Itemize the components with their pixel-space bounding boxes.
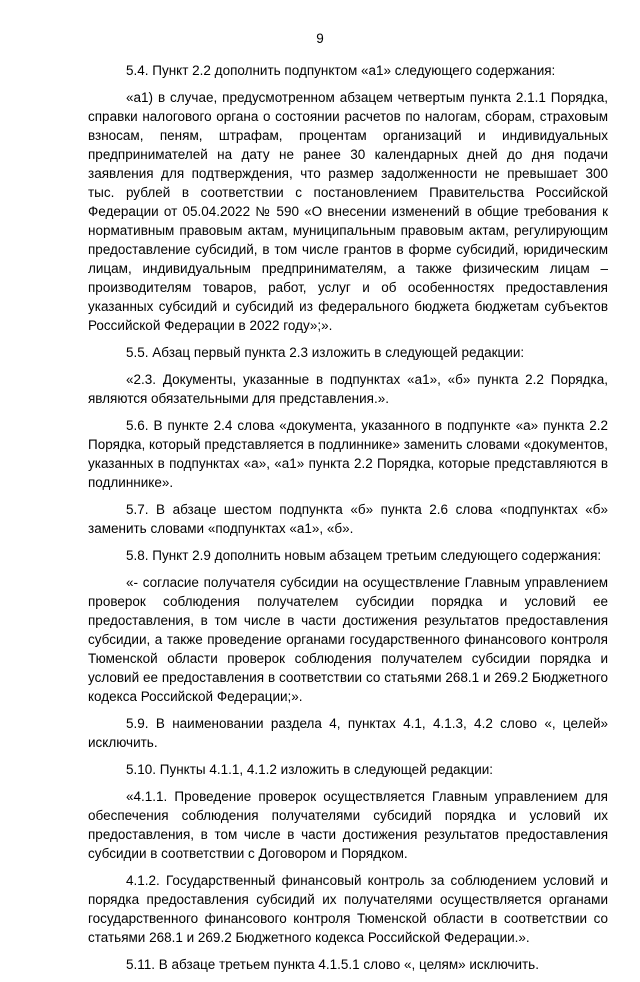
paragraph-2-3-text: «2.3. Документы, указанные в подпунктах «а1», «б» пункта 2.2 Порядка, являются обязательными для представления.». xyxy=(88,372,608,406)
paragraph-5-9: 5.9. В наименовании раздела 4, пунктах 4.1, 4.1.3, 4.2 слово «, целей» исключить. xyxy=(88,716,608,750)
paragraph-5-11: 5.11. В абзаце третьем пункта 4.1.5.1 слово «, целям» исключить. xyxy=(126,957,539,972)
paragraph-consent-text: «- согласие получателя субсидии на осуществление Главным управлением проверок соблюдения получателем субсидии порядка и условий ее предоставления, в том числе в части достижения результатов предоставления субсидии, а также проведение органами государственного финансового контроля Тюменской области проверок соблюдения получателем субсидии порядка и условий ее предоставления в соответствии со статьями 268.1 и 269.2 Бюджетного кодекса Российской Федерации;». xyxy=(88,575,608,704)
paragraph-4-1-1-text: «4.1.1. Проведение проверок осуществляется Главным управлением для обеспечения соблюдения получателями субсидий порядка и условий их предоставления, в том числе в части достижения результатов предоставления субсидии в соответствии с Договором и Порядком. xyxy=(88,789,608,861)
page-number: 9 xyxy=(316,31,324,46)
paragraph-5-8: 5.8. Пункт 2.9 дополнить новым абзацем третьим следующего содержания: xyxy=(126,548,602,563)
paragraph-5-4: 5.4. Пункт 2.2 дополнить подпунктом «а1» следующего содержания: xyxy=(126,63,556,78)
paragraph-4-1-2-text: 4.1.2. Государственный финансовый контроль за соблюдением условий и порядка предоставления субсидий их получателями осуществляется органами государственного финансового контроля Тюменской области в соответствии со статьями 268.1 и 269.2 Бюджетного кодекса Российской Федерации.». xyxy=(88,873,608,945)
paragraph-5-10: 5.10. Пункты 4.1.1, 4.1.2 изложить в следующей редакции: xyxy=(126,762,494,777)
paragraph-5-7: 5.7. В абзаце шестом подпункта «б» пункта 2.6 слова «подпунктах «б» заменить словами «подпунктах «а1», «б». xyxy=(88,502,608,536)
document-body xyxy=(88,61,608,982)
paragraph-5-5: 5.5. Абзац первый пункта 2.3 изложить в следующей редакции: xyxy=(126,345,525,360)
paragraph-5-6: 5.6. В пункте 2.4 слова «документа, указанного в подпункте «а» пункта 2.2 Порядка, который представляется в подлиннике» заменить словами «документов, указанных в подпунктах «а», «а1» пункта 2.2 Порядка, которые представляются в подлиннике». xyxy=(88,418,608,490)
paragraph-a1-text: «а1) в случае, предусмотренном абзацем четвертым пункта 2.1.1 Порядка, справки налогового органа о состоянии расчетов по налогам, сборам, страховым взносам, пеням, штрафам, процентам организаций и индивидуальных предпринимателей на дату не ранее 30 календарных дней до дня подачи заявления для подтверждения, что размер задолженности не превышает 300 тыс. рублей в соответствии с постановлением Правительства Российской Федерации от 05.04.2022 № 590 «О внесении изменений в общие требования к нормативным правовым актам, муниципальным правовым актам, регулирующим предоставление субсидий, в том числе грантов в форме субсидий, юридическим лицам, индивидуальным предпринимателям, а также физическим лицам – производителям товаров, работ, услуг и об особенностях предоставления указанных субсидий и субсидий из федерального бюджета бюджетам субъектов Российской Федерации в 2022 году»;». xyxy=(88,90,608,333)
